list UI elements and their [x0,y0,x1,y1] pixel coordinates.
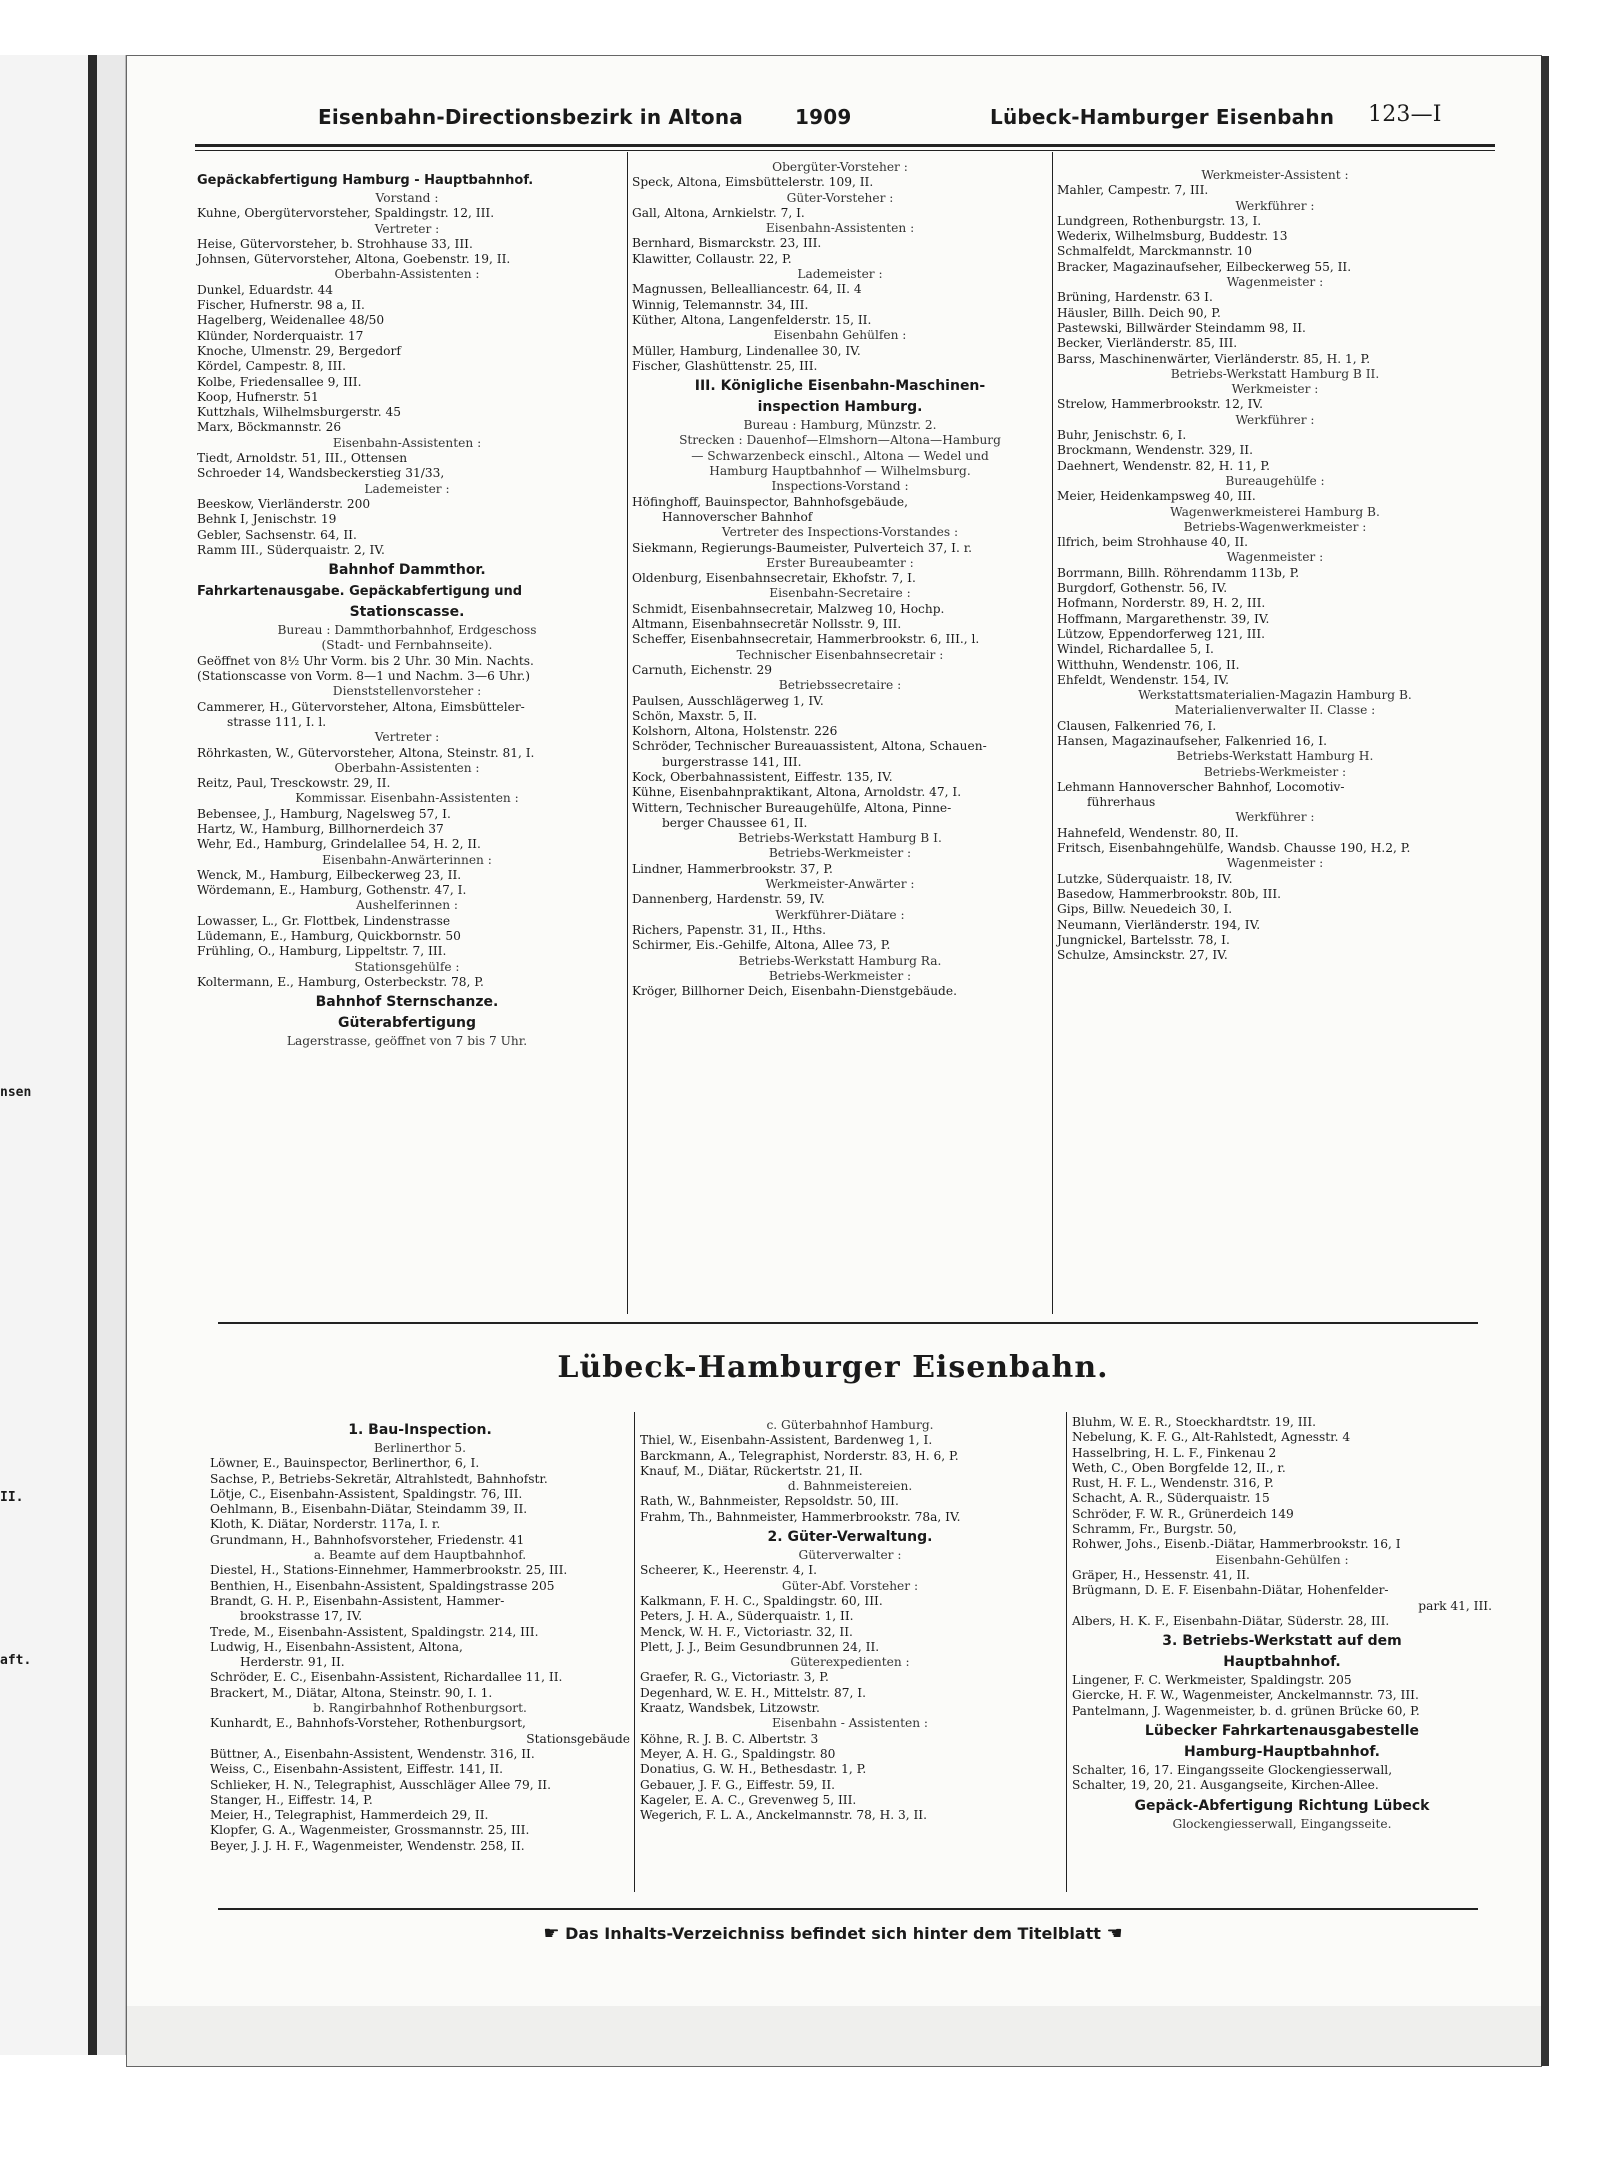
column-divider [627,152,628,1314]
role-heading: Kommissar. Eisenbahn-Assistenten : [295,791,519,806]
role-heading: Wagenmeister : [1226,275,1324,290]
directory-entry: Hansen, Magazinaufseher, Falkenried 16, I. [1057,733,1327,748]
directory-entry: Herderstr. 91, II. [240,1655,345,1670]
footer-rule [218,1908,1478,1910]
directory-entry: Windel, Richardallee 5, I. [1057,642,1214,657]
directory-entry: Schmidt, Eisenbahnsecretair, Malzweg 10, Hochp. [632,601,945,616]
role-heading: Eisenbahn-Secretaire : [769,586,911,601]
directory-entry: Brügmann, D. E. F. Eisenbahn-Diätar, Hohenfelder- [1072,1583,1389,1598]
directory-entry: Kühne, Eisenbahnpraktikant, Altona, Arnoldstr. 47, I. [632,785,962,800]
role-heading: c. Güterbahnhof Hamburg. [766,1418,934,1432]
directory-entry: Siekmann, Regierungs-Baumeister, Pulverteich 37, I. r. [632,540,973,555]
role-heading: Glockengiesserwall, Eingangsseite. [1172,1816,1392,1831]
directory-entry: Knauf, M., Diätar, Rückertstr. 21, II. [640,1463,863,1478]
section-title: Lübeck-Hamburger Eisenbahn. [557,1350,1109,1385]
header-directorate: Eisenbahn-Directionsbezirk in Altona [318,105,743,129]
directory-entry: Hagelberg, Weidenallee 48/50 [197,313,385,328]
role-heading: Betriebs-Werkmeister : [768,968,912,983]
role-heading: d. Bahnmeistereien. [787,1479,913,1494]
directory-entry: Donatius, G. W. H., Bethesdastr. 1, P. [640,1762,867,1777]
directory-entry: Fischer, Hufnerstr. 98 a, II. [197,298,365,313]
bottom-column-3 [1072,1415,1492,1832]
directory-entry: Trede, M., Eisenbahn-Assistent, Spaldingstr. 214, III. [210,1624,539,1639]
role-heading: Eisenbahn-Anwärterinnen : [322,852,492,867]
role-heading: Bureau : Dammthorbahnhof, Erdgeschoss [277,623,537,638]
directory-entry: Carnuth, Eichenstr. 29 [632,662,773,677]
directory-entry: Kröger, Billhorner Deich, Eisenbahn-Dienstgebäude. [632,984,957,999]
directory-entry: Lützow, Eppendorferweg 121, III. [1057,626,1266,641]
directory-entry: Löwner, E., Bauinspector, Berlinerthor, 6, I. [210,1456,480,1471]
role-heading: Wagenwerkmeisterei Hamburg B. [1170,504,1380,519]
directory-entry: Schulze, Amsinckstr. 27, IV. [1057,948,1228,963]
directory-entry: Kalkmann, F. H. C., Spaldingstr. 60, III. [640,1593,883,1608]
directory-entry: Brüning, Hardenstr. 63 I. [1057,290,1213,305]
role-heading: Lademeister : [364,481,450,496]
directory-entry: Schmalfeldt, Marckmannstr. 10 [1057,244,1253,259]
directory-entry: burgerstrasse 141, III. [662,754,802,769]
role-heading: Wagenmeister : [1226,550,1324,565]
directory-entry: Benthien, H., Eisenbahn-Assistent, Spaldingstrasse 205 [210,1578,555,1593]
role-heading: — Schwarzenbeck einschl., Altona — Wedel und [691,448,989,463]
directory-entry: Ehfeldt, Wendenstr. 154, IV. [1057,672,1230,687]
directory-entry: Gebler, Sachsenstr. 64, II. [197,527,357,542]
header-page-number: 123—I [1368,102,1442,127]
directory-entry: Kunhardt, E., Bahnhofs-Vorsteher, Rothenburgsort, [210,1716,526,1731]
directory-entry: Barckmann, A., Telegraphist, Norderstr. 83, H. 6, P. [640,1448,959,1463]
role-heading: Wagenmeister : [1226,856,1324,871]
directory-entry: Graefer, R. G., Victoriastr. 3, P. [640,1670,829,1685]
directory-entry: Kageler, E. A. C., Grevenweg 5, III. [640,1792,857,1807]
section-heading: Hauptbahnhof. [1223,1654,1341,1671]
directory-entry: Lutzke, Süderquaistr. 18, IV. [1057,871,1233,886]
directory-entry: Hahnefeld, Wendenstr. 80, II. [1057,825,1239,840]
directory-entry: Gall, Altona, Arnkielstr. 7, I. [632,205,805,220]
directory-entry: Schacht, A. R., Süderquaistr. 15 [1072,1491,1270,1506]
directory-entry: Wördemann, E., Hamburg, Gothenstr. 47, I. [197,883,467,898]
role-heading: Werkführer : [1235,198,1315,213]
directory-entry: Mahler, Campestr. 7, III. [1057,183,1209,198]
directory-entry: Meier, Heidenkampsweg 40, III. [1057,489,1256,504]
directory-entry: Frahm, Th., Bahnmeister, Hammerbrookstr. 78a, IV. [640,1509,961,1524]
role-heading: Werkmeister-Assistent : [1201,168,1349,182]
directory-entry: Gips, Billw. Neuedeich 30, I. [1057,902,1233,917]
role-heading: Werkführer : [1235,412,1315,427]
directory-entry: Burgdorf, Gothenstr. 56, IV. [1057,581,1228,596]
role-heading: Güter-Vorsteher : [786,190,894,205]
role-heading: Eisenbahn-Assistenten : [332,435,482,450]
role-heading: Werkführer : [1235,810,1315,825]
role-heading: Stationsgehülfe : [354,959,460,974]
footer-notice [126,1923,1540,1944]
directory-entry: Lötje, C., Eisenbahn-Assistent, Spaldingstr. 76, III. [210,1486,523,1501]
directory-entry: Küther, Altona, Langenfelderstr. 15, II. [632,312,872,327]
section-heading: III. Königliche Eisenbahn-Maschinen- [694,378,986,395]
role-heading: (Stadt- und Fernbahnseite). [321,638,493,653]
role-heading: Vertreter : [374,221,440,236]
directory-entry: Strelow, Hammerbrookstr. 12, IV. [1057,397,1263,412]
role-heading: Oberbahn-Assistenten : [334,760,480,775]
top-column-3 [1057,168,1493,963]
role-heading: Betriebs-Werkstatt Hamburg B I. [738,831,942,846]
directory-entry: Degenhard, W. E. H., Mittelstr. 87, I. [640,1685,866,1700]
directory-entry: Hoffmann, Margarethenstr. 39, IV. [1057,611,1270,626]
directory-entry: Kloth, K. Diätar, Norderstr. 117a, I. r. [210,1517,441,1532]
section-heading: Bahnhof Dammthor. [328,562,486,579]
role-heading: Werkführer-Diätare : [775,907,905,922]
directory-entry: Becker, Vierländerstr. 85, III. [1057,336,1238,351]
directory-entry: Ilfrich, beim Strohhause 40, II. [1057,535,1249,550]
directory-entry: Bracker, Magazinaufseher, Eilbeckerweg 55, II. [1057,259,1352,274]
role-heading: Eisenbahn - Assistenten : [771,1716,929,1731]
directory-entry: Müller, Hamburg, Lindenallee 30, IV. [632,343,861,358]
directory-entry: Peters, J. H. A., Süderquaistr. 1, II. [640,1609,854,1624]
section-heading: 3. Betriebs-Werkstatt auf dem [1162,1633,1402,1650]
top-column-1 [197,168,617,1050]
directory-entry: Köhne, R. J. B. C. Albertstr. 3 [640,1731,819,1746]
directory-entry: Dannenberg, Hardenstr. 59, IV. [632,892,825,907]
directory-entry: Lingener, F. C. Werkmeister, Spaldingstr. 205 [1072,1673,1352,1688]
directory-entry: Dunkel, Eduardstr. 44 [197,282,334,297]
footer-notice-text: Das Inhalts-Verzeichniss befindet sich hinter dem Titelblatt [565,1924,1101,1943]
directory-entry: Ramm III., Süderquaistr. 2, IV. [197,542,385,557]
directory-entry: Gebauer, J. F. G., Eiffestr. 59, II. [640,1777,836,1792]
role-heading: Erster Bureaubeamter : [766,555,914,570]
directory-entry: Winnig, Telemannstr. 34, III. [632,297,809,312]
role-heading: Werkmeister : [1231,382,1319,397]
directory-entry: Clausen, Falkenried 76, I. [1057,718,1217,733]
directory-entry: brookstrasse 17, IV. [240,1609,363,1624]
directory-entry: Fritsch, Eisenbahngehülfe, Wandsb. Chausse 190, H.2, P. [1057,841,1411,856]
directory-entry: (Stationscasse von Vorm. 8—1 und Nachm. 3—6 Uhr.) [197,669,530,684]
directory-entry: Sachse, P., Betriebs-Sekretär, Altrahlstedt, Bahnhofstr. [210,1471,548,1486]
directory-entry: Stanger, H., Eiffestr. 14, P. [210,1792,373,1807]
directory-entry: Brockmann, Wendenstr. 329, II. [1057,443,1253,458]
directory-entry: Rust, H. F. L., Wendenstr. 316, P. [1072,1476,1274,1491]
directory-entry: Kuhne, Obergütervorsteher, Spaldingstr. 12, III. [197,206,495,221]
directory-entry: Scheffer, Eisenbahnsecretair, Hammerbrookstr. 6, III., l. [632,632,980,647]
directory-entry: Ludwig, H., Eisenbahn-Assistent, Altona, [210,1639,463,1654]
column-divider [1066,1412,1067,1892]
role-heading: Güter-Abf. Vorsteher : [781,1578,919,1593]
previous-page-fragment: II. [0,1490,24,1505]
directory-entry: Hasselbring, H. L. F., Finkenau 2 [1072,1445,1277,1460]
pointing-hand-left-icon: ☛ [543,1923,560,1944]
directory-entry: Geöffnet von 8½ Uhr Vorm. bis 2 Uhr. 30 Min. Nachts. [197,653,534,668]
role-heading: Vertreter : [374,730,440,745]
role-heading: Vorstand : [375,191,439,205]
directory-entry: Lindner, Hammerbrookstr. 37, P. [632,861,833,876]
directory-entry: Daehnert, Wendenstr. 82, H. 11, P. [1057,458,1270,473]
section-heading: Fahrkartenausgabe. Gepäckabfertigung und [197,584,523,600]
directory-entry: Weth, C., Oben Borgfelde 12, II., r. [1072,1460,1286,1475]
directory-entry: Bernhard, Bismarckstr. 23, III. [632,236,822,251]
directory-entry: Marx, Böckmannstr. 26 [197,420,342,435]
directory-entry: Magnussen, Bellealliancestr. 64, II. 4 [632,282,862,297]
role-heading: b. Rangirbahnhof Rothenburgsort. [313,1701,527,1716]
role-heading: Hamburg Hauptbahnhof — Wilhelmsburg. [709,464,971,479]
section-heading: Gepäckabfertigung Hamburg - Hauptbahnhof. [197,173,534,188]
directory-entry: Röhrkasten, W., Gütervorsteher, Altona, Steinstr. 81, I. [197,745,535,760]
directory-entry: Lehmann Hannoverscher Bahnhof, Locomotiv- [1057,779,1345,794]
directory-entry: Richers, Papenstr. 31, II., Hths. [632,922,826,937]
directory-entry: Witthuhn, Wendenstr. 106, II. [1057,657,1240,672]
directory-entry: Frühling, O., Hamburg, Lippeltstr. 7, III. [197,944,447,959]
directory-entry: Thiel, W., Eisenbahn-Assistent, Bardenweg 1, I. [640,1433,933,1448]
directory-entry: Beyer, J. J. H. F., Wagenmeister, Wendenstr. 258, II. [210,1838,525,1853]
directory-entry: Fischer, Glashüttenstr. 25, III. [632,358,818,373]
role-heading: Güterverwalter : [798,1548,902,1563]
section-heading: Güterabfertigung [338,1015,476,1032]
directory-entry: Lowasser, L., Gr. Flottbek, Lindenstrasse [197,913,451,928]
directory-entry: Nebelung, K. F. G., Alt-Rahlstedt, Agnesstr. 4 [1072,1430,1351,1445]
role-heading: Bureau : Hamburg, Münzstr. 2. [743,418,937,433]
directory-entry: Buhr, Jenischstr. 6, I. [1057,428,1187,443]
role-heading: Lademeister : [797,267,883,282]
directory-entry: Reitz, Paul, Tresckowstr. 29, II. [197,776,391,791]
directory-entry: Kolshorn, Altona, Holstenstr. 226 [632,724,838,739]
role-heading: Betriebs-Werkstatt Hamburg H. [1176,749,1374,764]
section-heading: inspection Hamburg. [757,399,923,416]
directory-entry: Wederix, Wilhelmsburg, Buddestr. 13 [1057,229,1288,244]
header-year: 1909 [795,105,852,129]
directory-entry: Grundmann, H., Bahnhofsvorsteher, Friedenstr. 41 [210,1532,525,1547]
directory-entry: Schroeder 14, Wandsbeckerstieg 31/33, [197,466,445,481]
role-heading: a. Beamte auf dem Hauptbahnhof. [313,1548,527,1563]
section-heading: 1. Bau-Inspection. [348,1422,492,1438]
directory-entry: Wegerich, F. L. A., Anckelmannstr. 78, H. 3, II. [640,1808,927,1823]
directory-entry: Pastewski, Billwärder Steindamm 98, II. [1057,320,1306,335]
directory-entry: Schramm, Fr., Burgstr. 50, [1072,1522,1237,1537]
directory-entry: Paulsen, Ausschlägerweg 1, IV. [632,693,824,708]
directory-entry: Lundgreen, Rothenburgstr. 13, I. [1057,213,1262,228]
role-heading: Aushelferinnen : [355,898,459,913]
directory-entry: Kolbe, Friedensallee 9, III. [197,374,362,389]
role-heading: Technischer Eisenbahnsecretair : [736,647,944,662]
directory-entry: Wehr, Ed., Hamburg, Grindelallee 54, H. 2, II. [197,837,481,852]
role-heading: Berlinerthor 5. [373,1441,467,1455]
directory-entry: Kraatz, Wandsbek, Litzowstr. [640,1701,820,1716]
directory-entry: Oldenburg, Eisenbahnsecretair, Ekhofstr. 7, I. [632,571,916,586]
section-heading: 2. Güter-Verwaltung. [767,1529,933,1546]
directory-entry: Schlieker, H. N., Telegraphist, Ausschläger Allee 79, II. [210,1777,551,1792]
role-heading: Betriebs-Werkmeister : [1203,764,1347,779]
directory-entry: Weiss, C., Eisenbahn-Assistent, Eiffestr. 141, II. [210,1762,504,1777]
directory-entry: Schalter, 16, 17. Eingangsseite Glockengiesserwall, [1072,1763,1393,1778]
directory-entry: berger Chaussee 61, II. [662,815,808,830]
bottom-column-1 [210,1418,630,1854]
scan-edge [1541,56,1549,2066]
directory-entry: Jungnickel, Bartelsstr. 78, I. [1057,932,1230,947]
directory-entry: Cammerer, H., Gütervorsteher, Altona, Eimsbütteler- [197,699,525,714]
scan-margin [97,55,126,2055]
header-rule-thin [195,150,1495,151]
role-heading: Oberbahn-Assistenten : [334,267,480,282]
role-heading: Betriebssecretaire : [778,678,902,693]
directory-entry: Klopfer, G. A., Wagenmeister, Grossmannstr. 25, III. [210,1823,530,1838]
role-heading: Materialienverwalter II. Classe : [1174,703,1376,718]
directory-entry: Stationsgebäude [526,1731,630,1746]
role-heading: Güterexpedienten : [790,1655,910,1670]
directory-entry: Borrmann, Billh. Röhrendamm 113b, P. [1057,565,1300,580]
directory-entry: Schröder, F. W. R., Grünerdeich 149 [1072,1506,1294,1521]
directory-entry: Rath, W., Bahnmeister, Repsoldstr. 50, III. [640,1494,899,1509]
directory-entry: Hofmann, Norderstr. 89, H. 2, III. [1057,596,1266,611]
directory-entry: Koop, Hufnerstr. 51 [197,389,319,404]
directory-entry: Brackert, M., Diätar, Altona, Steinstr. 90, I. 1. [210,1685,493,1700]
directory-entry: Koltermann, E., Hamburg, Osterbeckstr. 78, P. [197,974,484,989]
directory-entry: Pantelmann, J. Wagenmeister, b. d. grünen Brücke 60, P. [1072,1703,1420,1718]
directory-entry: Scheerer, K., Heerenstr. 4, I. [640,1563,817,1578]
role-heading: Betriebs-Werkstatt Hamburg B II. [1170,366,1380,381]
role-heading: Betriebs-Werkmeister : [768,846,912,861]
directory-entry: führerhaus [1087,795,1156,810]
pointing-hand-right-icon: ☚ [1106,1923,1123,1944]
directory-entry: Rohwer, Johs., Eisenb.-Diätar, Hammerbrookstr. 16, I [1072,1537,1401,1552]
role-heading: Strecken : Dauenhof—Elmshorn—Altona—Hamburg [679,433,1001,448]
role-heading: Obergüter-Vorsteher : [772,160,908,174]
directory-entry: Klawitter, Collaustr. 22, P. [632,251,792,266]
directory-entry: Altmann, Eisenbahnsecretär Nollsstr. 9, III. [632,617,902,632]
directory-entry: Meyer, A. H. G., Spaldingstr. 80 [640,1746,836,1761]
bottom-column-2 [640,1418,1060,1823]
directory-entry: Büttner, A., Eisenbahn-Assistent, Wendenstr. 316, II. [210,1746,535,1761]
role-heading: Betriebs-Wagenwerkmeister : [1183,519,1367,534]
directory-entry: Schröder, Technischer Bureauassistent, Altona, Schauen- [632,739,987,754]
role-heading: Vertreter des Inspections-Vorstandes : [721,525,959,540]
section-heading: Lübecker Fahrkartenausgabestelle [1144,1723,1420,1740]
directory-entry: Kock, Oberbahnassistent, Eiffestr. 135, IV. [632,769,893,784]
directory-entry: Lüdemann, E., Hamburg, Quickbornstr. 50 [197,929,461,944]
directory-entry: Neumann, Vierländerstr. 194, IV. [1057,917,1261,932]
section-heading: Bahnhof Sternschanze. [315,994,499,1011]
role-heading: Bureaugehülfe : [1225,473,1325,488]
directory-entry: Kördel, Campestr. 8, III. [197,359,346,374]
directory-entry: Bluhm, W. E. R., Stoeckhardtstr. 19, III. [1072,1415,1317,1429]
directory-entry: Kuttzhals, Wilhelmsburgerstr. 45 [197,405,402,420]
directory-entry: Hartz, W., Hamburg, Billhornerdeich 37 [197,821,444,836]
directory-entry: Tiedt, Arnoldstr. 51, III., Ottensen [197,451,408,466]
header-railway: Lübeck-Hamburger Eisenbahn [990,105,1335,129]
directory-entry: Barss, Maschinenwärter, Vierländerstr. 85, H. 1, P. [1057,351,1371,366]
column-divider [634,1412,635,1892]
directory-entry: Brandt, G. H. P., Eisenbahn-Assistent, Hammer- [210,1593,505,1608]
directory-entry: Wittern, Technischer Bureaugehülfe, Altona, Pinne- [632,800,952,815]
previous-page-fragment: nsen [0,1085,32,1100]
previous-page-fragment: aft. [0,1653,32,1668]
directory-entry: Heise, Gütervorsteher, b. Strohhause 33, III. [197,236,473,251]
previous-page-strip [0,55,95,2055]
directory-entry: Albers, H. K. F., Eisenbahn-Diätar, Süderstr. 28, III. [1072,1613,1390,1628]
directory-entry: Schalter, 19, 20, 21. Ausgangseite, Kirchen-Allee. [1072,1778,1379,1793]
directory-entry: Speck, Altona, Eimsbüttelerstr. 109, II. [632,175,874,190]
section-heading: Gepäck-Abfertigung Richtung Lübeck [1134,1797,1430,1814]
directory-entry: Johnsen, Gütervorsteher, Altona, Goebenstr. 19, II. [197,252,511,267]
page-gutter-edge [88,55,97,2055]
directory-entry: Oehlmann, B., Eisenbahn-Diätar, Steindamm 39, II. [210,1502,528,1517]
section-heading: Stationscasse. [349,604,465,621]
directory-entry: Diestel, H., Stations-Einnehmer, Hammerbrookstr. 25, III. [210,1563,568,1578]
section-heading: Hamburg-Hauptbahnhof. [1184,1744,1380,1761]
top-column-2 [632,160,1048,999]
directory-entry: Schröder, E. C., Eisenbahn-Assistent, Richardallee 11, II. [210,1670,563,1685]
directory-entry: Bebensee, J., Hamburg, Nagelsweg 57, I. [197,806,451,821]
directory-entry: Meier, H., Telegraphist, Hammerdeich 29, II. [210,1808,489,1823]
directory-entry: Plett, J. J., Beim Gesundbrunnen 24, II. [640,1639,880,1654]
role-heading: Werkmeister-Anwärter : [765,877,915,892]
role-heading: Betriebs-Werkstatt Hamburg Ra. [738,953,942,968]
directory-entry: park 41, III. [1418,1598,1492,1613]
directory-entry: Beeskow, Vierländerstr. 200 [197,496,371,511]
role-heading: Eisenbahn-Assistenten : [765,221,915,236]
directory-entry: Behnk I, Jenischstr. 19 [197,512,337,527]
directory-entry: Gräper, H., Hessenstr. 41, II. [1072,1567,1250,1582]
section-rule [218,1322,1478,1324]
directory-entry: Häusler, Billh. Deich 90, P. [1057,305,1221,320]
directory-entry: Knoche, Ulmenstr. 29, Bergedorf [197,343,401,358]
directory-entry: Menck, W. H. F., Victoriastr. 32, II. [640,1624,853,1639]
scan-bottom-band [127,2006,1541,2066]
directory-entry: Klünder, Norderquaistr. 17 [197,328,364,343]
role-heading: Lagerstrasse, geöffnet von 7 bis 7 Uhr. [286,1034,528,1049]
directory-entry: strasse 111, I. l. [227,714,327,729]
role-heading: Eisenbahn-Gehülfen : [1215,1552,1349,1567]
directory-entry: Giercke, H. F. W., Wagenmeister, Anckelmannstr. 73, III. [1072,1688,1419,1703]
directory-entry: Schön, Maxstr. 5, II. [632,708,757,723]
role-heading: Eisenbahn Gehülfen : [773,328,907,343]
directory-entry: Schirmer, Eis.-Gehilfe, Altona, Allee 73, P. [632,938,891,953]
directory-entry: Basedow, Hammerbrookstr. 80b, III. [1057,886,1282,901]
directory-entry: Wenck, M., Hamburg, Eilbeckerweg 23, II. [197,867,462,882]
directory-entry: Hannoverscher Bahnhof [662,509,813,524]
role-heading: Inspections-Vorstand : [771,479,909,494]
role-heading: Werkstattsmaterialien-Magazin Hamburg B. [1138,688,1412,703]
directory-entry: Höfinghoff, Bauinspector, Bahnhofsgebäude, [632,494,908,509]
header-rule [195,144,1495,147]
role-heading: Dienststellenvorsteher : [332,684,482,699]
column-divider [1052,152,1053,1314]
